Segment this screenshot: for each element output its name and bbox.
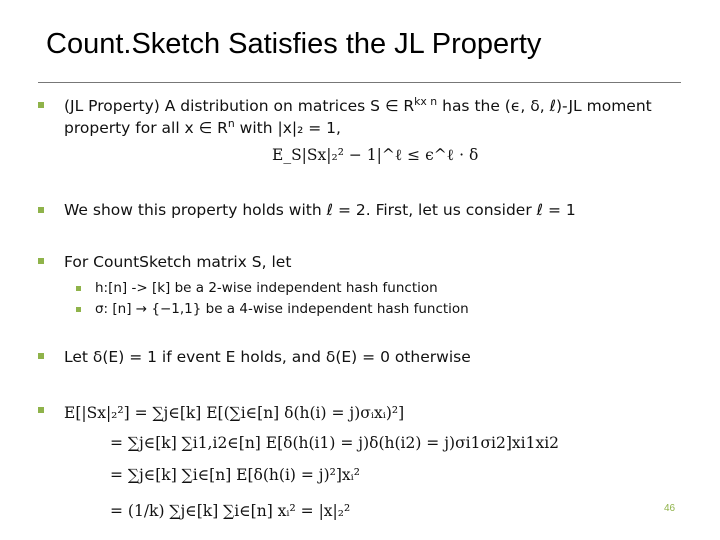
bullet-4-text: Let δ(E) = 1 if event E holds, and δ(E) = 0 otherwise: [64, 348, 471, 366]
sub-bullet-marker: [76, 286, 81, 291]
title-divider: [38, 82, 681, 83]
bullet-marker: [38, 207, 44, 213]
bullet-marker: [38, 102, 44, 108]
bullet-1-line-1: [64, 96, 652, 116]
bullet-3-text: For CountSketch matrix S, let: [64, 253, 292, 271]
bullet-1-line-2b: with |x|₂ = 1,: [234, 119, 341, 137]
bullet-2-text: We show this property holds with ℓ = 2. First, let us consider ℓ = 1: [64, 201, 576, 219]
bullet-1-line-1a: (JL Property) A distribution on matrices S ∈ R: [64, 97, 415, 115]
slide-title: Count.Sketch Satisfies the JL Property: [46, 28, 542, 60]
bullet-1-line-2: [64, 118, 341, 138]
bullet-1-line-2a: property for all x ∈ R: [64, 119, 228, 137]
jl-equation: E_S|Sx|₂² − 1|^ℓ ≤ ϵ^ℓ · δ: [272, 146, 479, 164]
page-number: 46: [664, 503, 676, 514]
bullet-marker: [38, 258, 44, 264]
bullet-3-sub-2: σ: [n] → {−1,1} be a 4-wise independent hash function: [95, 301, 469, 317]
derivation-line-3: = ∑j∈[k] ∑i∈[n] E[δ(h(i) = j)²]xᵢ²: [110, 466, 360, 484]
derivation-line-2: = ∑j∈[k] ∑i1,i2∈[n] E[δ(h(i1) = j)δ(h(i2) = j)σi1σi2]xi1xi2: [110, 434, 560, 452]
bullet-marker: [38, 407, 44, 413]
bullet-1-sup-1: kx n: [414, 94, 438, 108]
derivation-line-1: E[|Sx|₂²] = ∑j∈[k] E[(∑i∈[n] δ(h(i) = j)σᵢxᵢ)²]: [64, 404, 405, 422]
derivation-line-4: = (1/k) ∑j∈[k] ∑i∈[n] xᵢ² = |x|₂²: [110, 502, 351, 520]
sub-bullet-marker: [76, 307, 81, 312]
bullet-1-sup-2: n: [227, 116, 235, 130]
bullet-1-line-1b: has the (ϵ, δ, ℓ)-JL moment: [437, 97, 652, 115]
bullet-3-sub-1: h:[n] -> [k] be a 2-wise independent hash function: [95, 280, 438, 296]
bullet-marker: [38, 353, 44, 359]
